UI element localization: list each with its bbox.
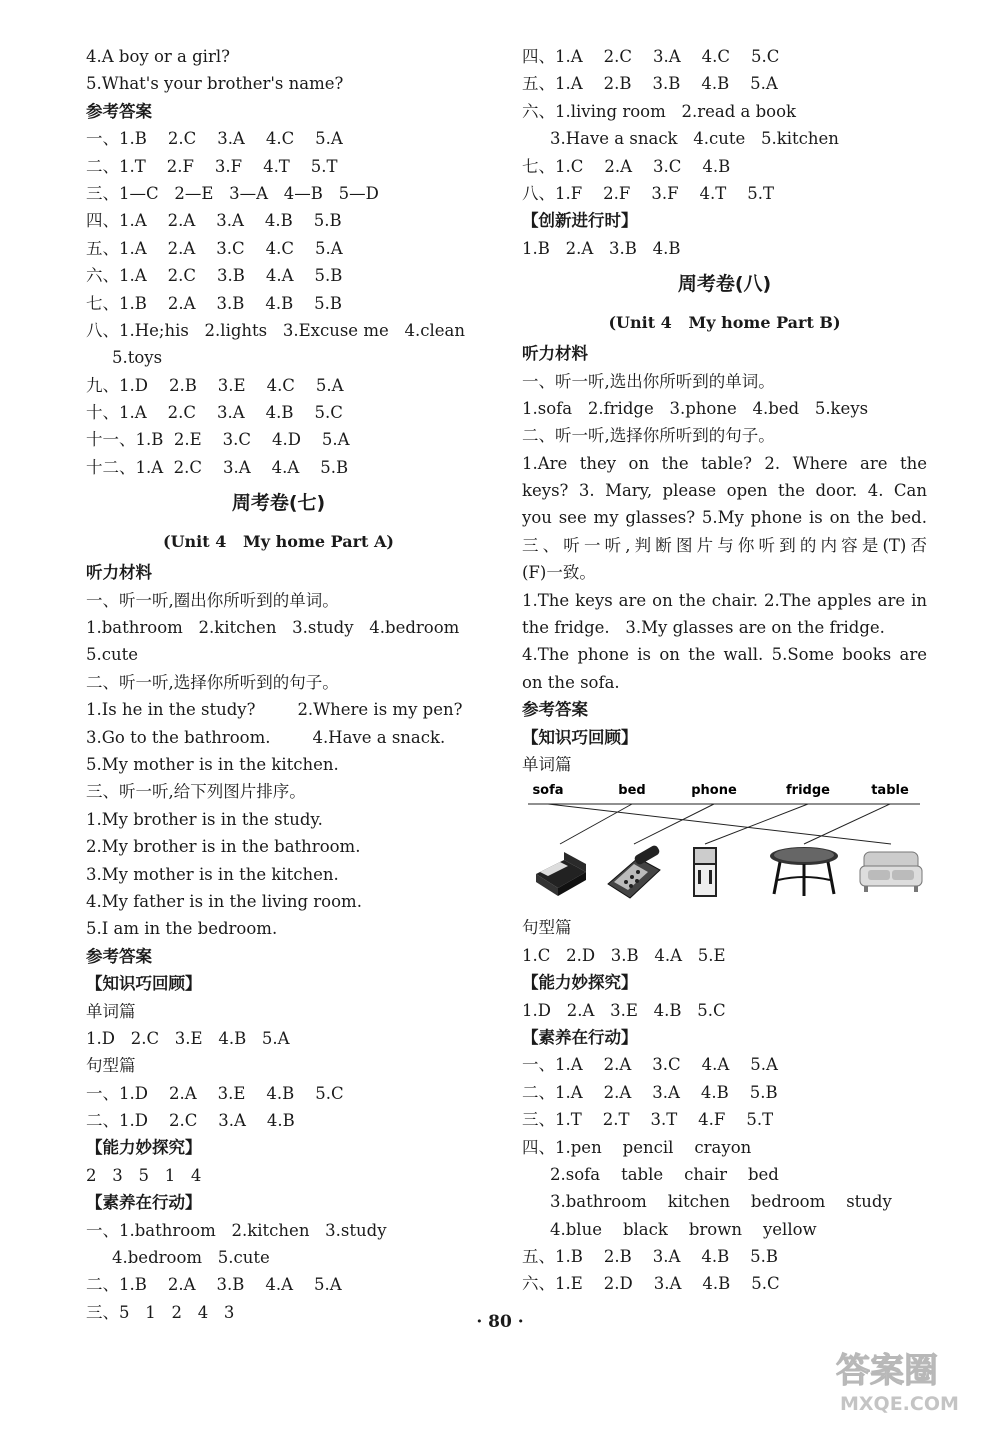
left-line: 四、1.A 2.A 3.A 4.B 5.B: [86, 211, 342, 231]
figure-word-sofa: sofa: [532, 783, 564, 799]
bed-icon: [536, 852, 586, 896]
match-line-phone: [634, 804, 714, 844]
left-line: 1.My brother is in the study.: [86, 809, 323, 829]
right-top-line: 1.sofa 2.fridge 3.phone 4.bed 5.keys: [522, 398, 869, 418]
left-line: 2.My brother is in the bathroom.: [86, 837, 361, 857]
right-bottom-line: 【素养在行动】: [522, 1027, 638, 1047]
phone-icon: [608, 845, 661, 899]
left-line: 三、听一听,给下列图片排序。: [86, 782, 306, 802]
left-line: 三、1—C 2—E 3—A 4—B 5—D: [86, 183, 379, 203]
right-bottom-line: 1.C 2.D 3.B 4.A 5.E: [522, 945, 726, 965]
left-line: 5.I am in the bedroom.: [86, 919, 278, 939]
left-line: 十一、1.B 2.E 3.C 4.D 5.A: [86, 430, 350, 450]
left-line: 一、1.bathroom 2.kitchen 3.study: [86, 1220, 387, 1240]
left-line: 十、1.A 2.C 3.A 4.B 5.C: [86, 403, 343, 423]
matching-figure-svg: [522, 782, 927, 908]
left-line: 二、1.T 2.F 3.F 4.T 5.T: [86, 156, 338, 176]
table-icon: [770, 847, 838, 896]
right-top-line: 三、听一听,判断图片与你听到的内容是(T)否: [522, 535, 927, 555]
left-line: (Unit 4 My home Part A): [163, 532, 394, 552]
left-line: 【知识巧回顾】: [86, 974, 202, 994]
left-line: 5.What's your brother's name?: [86, 74, 344, 94]
right-bottom-line: 四、1.pen pencil crayon: [522, 1137, 752, 1157]
right-top-line: keys? 3. Mary, please open the door. 4. Can: [522, 481, 927, 501]
right-top-line: 二、听一听,选择你所听到的句子。: [522, 426, 775, 446]
right-top-line: 七、1.C 2.A 3.C 4.B: [522, 156, 731, 176]
figure-word-phone: phone: [691, 783, 737, 799]
right-bottom-line: 五、1.B 2.B 3.A 4.B 5.B: [522, 1247, 779, 1267]
sofa-icon: [860, 852, 922, 892]
left-line: 3.My mother is in the kitchen.: [86, 864, 339, 884]
left-line: 2 3 5 1 4: [86, 1165, 202, 1185]
left-line: 5.My mother is in the kitchen.: [86, 754, 339, 774]
right-top-line: 参考答案: [522, 700, 588, 720]
left-line: 参考答案: [86, 946, 152, 966]
left-line: 5.cute: [86, 645, 139, 665]
right-top-line: 单词篇: [522, 754, 572, 774]
left-line: 3.Go to the bathroom. 4.Have a snack.: [86, 727, 446, 747]
watermark-text: 答案圈: [836, 1351, 938, 1391]
left-line: 听力材料: [86, 563, 152, 583]
left-line: 六、1.A 2.C 3.B 4.A 5.B: [86, 266, 343, 286]
left-line: 4.bedroom 5.cute: [112, 1248, 270, 1268]
figure-lines: [528, 804, 920, 844]
right-top-line: the fridge. 3.My glasses are on the fridge.: [522, 618, 885, 638]
left-line: 七、1.B 2.A 3.B 4.B 5.B: [86, 293, 343, 313]
figure-words: [532, 783, 909, 798]
right-top-line: 1.B 2.A 3.B 4.B: [522, 238, 681, 258]
right-bottom-line: 一、1.A 2.A 3.C 4.A 5.A: [522, 1055, 778, 1075]
left-column: [86, 43, 471, 1326]
page-number: · 80 ·: [476, 1312, 524, 1332]
left-line: 三、5 1 2 4 3: [86, 1302, 235, 1322]
right-bottom-line: 【能力妙探究】: [522, 973, 638, 993]
right-column-top: [522, 43, 927, 778]
left-line: 八、1.He;his 2.lights 3.Excuse me 4.clean: [86, 320, 465, 340]
right-top-line: 四、1.A 2.C 3.A 4.C 5.C: [522, 47, 780, 66]
right-column-bottom: [522, 914, 927, 1297]
right-top-line: 3.Have a snack 4.cute 5.kitchen: [550, 129, 839, 149]
right-bottom-line: 2.sofa table chair bed: [550, 1164, 779, 1184]
left-line: 4.A boy or a girl?: [86, 47, 230, 66]
left-line: 五、1.A 2.A 3.C 4.C 5.A: [86, 238, 343, 258]
left-line: 1.Is he in the study? 2.Where is my pen?: [86, 700, 463, 720]
right-bottom-line: 1.D 2.A 3.E 4.B 5.C: [522, 1000, 726, 1020]
right-top-line: 一、听一听,选出你所听到的单词。: [522, 371, 775, 391]
left-line: 1.D 2.C 3.E 4.B 5.A: [86, 1028, 290, 1048]
left-line: 二、1.B 2.A 3.B 4.A 5.A: [86, 1275, 342, 1295]
right-top-line: 1.The keys are on the chair. 2.The apples are in: [522, 590, 927, 610]
left-line: 1.bathroom 2.kitchen 3.study 4.bedroom: [86, 618, 460, 638]
matching-figure: [522, 782, 927, 908]
right-bottom-line: 三、1.T 2.T 3.T 4.F 5.T: [522, 1110, 774, 1130]
left-line: 单词篇: [86, 1001, 136, 1021]
left-line: 二、1.D 2.C 3.A 4.B: [86, 1111, 295, 1131]
right-top-line: you see my glasses? 5.My phone is on the bed.: [522, 508, 927, 528]
left-line: 一、听一听,圈出你所听到的单词。: [86, 590, 339, 610]
watermark-url: MXQE.COM: [840, 1393, 959, 1415]
right-top-line: 听力材料: [522, 344, 588, 364]
left-line: 4.My father is in the living room.: [86, 891, 362, 911]
right-top-line: 1.Are they on the table? 2. Where are the: [522, 453, 927, 473]
left-line: 一、1.D 2.A 3.E 4.B 5.C: [86, 1083, 344, 1103]
match-line-table: [804, 804, 890, 844]
right-top-line: 4.The phone is on the wall. 5.Some books are: [522, 645, 927, 665]
right-bottom-line: 3.bathroom kitchen bedroom study: [550, 1192, 892, 1212]
right-bottom-line: 六、1.E 2.D 3.A 4.B 5.C: [522, 1274, 780, 1294]
left-line: 周考卷(七): [231, 492, 326, 515]
right-top-line: 【知识巧回顾】: [522, 727, 638, 747]
figure-word-table: table: [871, 783, 909, 799]
left-line: 【能力妙探究】: [86, 1138, 202, 1158]
left-line: 【素养在行动】: [86, 1193, 202, 1213]
right-top-line: 五、1.A 2.B 3.B 4.B 5.A: [522, 74, 778, 94]
left-line: 二、听一听,选择你所听到的句子。: [86, 672, 339, 692]
figure-word-bed: bed: [618, 783, 646, 799]
left-line: 一、1.B 2.C 3.A 4.C 5.A: [86, 129, 343, 149]
right-top-line: 六、1.living room 2.read a book: [522, 101, 797, 121]
right-top-line: on the sofa.: [522, 672, 620, 692]
right-top-line: 周考卷(八): [677, 273, 772, 296]
right-top-line: (Unit 4 My home Part B): [608, 313, 841, 333]
left-line: 十二、1.A 2.C 3.A 4.A 5.B: [86, 457, 349, 477]
right-top-line: 八、1.F 2.F 3.F 4.T 5.T: [522, 183, 774, 203]
right-bottom-line: 句型篇: [522, 918, 572, 938]
left-line: 参考答案: [86, 101, 152, 121]
figure-word-fridge: fridge: [786, 783, 830, 799]
right-bottom-line: 4.blue black brown yellow: [550, 1219, 817, 1239]
left-line: 句型篇: [86, 1056, 136, 1076]
right-column: [522, 43, 927, 1298]
right-top-line: (F)一致。: [522, 563, 596, 583]
fridge-icon: [694, 848, 716, 896]
watermark-logo: [830, 1336, 980, 1416]
left-line: 5.toys: [112, 348, 163, 368]
right-bottom-line: 二、1.A 2.A 3.A 4.B 5.B: [522, 1082, 778, 1102]
left-line: 九、1.D 2.B 3.E 4.C 5.A: [86, 375, 344, 395]
right-top-line: 【创新进行时】: [522, 211, 638, 231]
